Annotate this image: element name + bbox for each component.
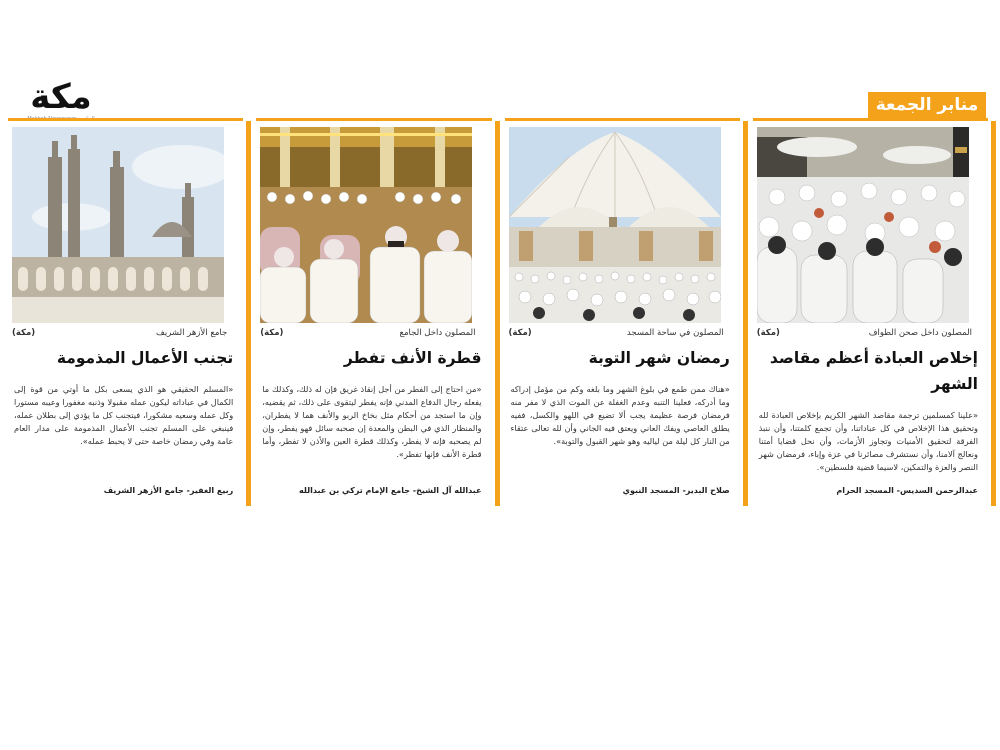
article-photo bbox=[260, 127, 472, 323]
caption-source: (مكة) bbox=[508, 328, 532, 338]
article-card-2 bbox=[505, 118, 740, 503]
mosque-interior-photo-icon bbox=[260, 127, 472, 323]
article-photo bbox=[757, 127, 969, 323]
caption-source: (مكة) bbox=[756, 328, 780, 338]
article-body: «المسلم الحقيقي هو الذي يسعى بكل ما أوتي من قوة إلى الكمال في عباداته ليكون عمله مقبولا وذنبه مغفورا وعيبه مستورا وكل عمله وسعيه مشكورا، فيتجنب كل ما يؤدي إلى بطلان عمله، فينبغي على المسلم تجنب الأعمال المذمومة على مدار العام عامة وفي رمضان خاصة حتى لا يحبط عمله». bbox=[14, 384, 234, 446]
section-title: منابر الجمعة bbox=[868, 92, 986, 118]
article-title: رمضان شهر التوبة bbox=[588, 349, 730, 367]
article-card-4 bbox=[8, 118, 243, 503]
article-author: عبدالله آل الشيخ- جامع الإمام تركي بن عبدالله bbox=[299, 486, 482, 495]
article-card-1 bbox=[753, 118, 988, 503]
article-author: ربيع الغفير- جامع الأزهر الشريف bbox=[103, 486, 234, 495]
article-photo bbox=[509, 127, 721, 323]
logo-mark: مكة bbox=[30, 77, 92, 117]
caption-text: المصلون داخل صحن الطواف bbox=[868, 328, 972, 338]
minarets-photo-icon bbox=[12, 127, 224, 323]
photo-caption bbox=[12, 328, 227, 338]
photo-caption bbox=[509, 328, 724, 338]
caption-text: المصلون في ساحة المسجد bbox=[626, 328, 724, 338]
article-title: قطرة الأنف تفطر bbox=[343, 349, 482, 367]
article-photo bbox=[12, 127, 224, 323]
card-accent-stripe bbox=[495, 121, 500, 506]
card-accent-stripe bbox=[743, 121, 748, 506]
caption-source: (مكة) bbox=[260, 328, 284, 338]
caption-text: جامع الأزهر الشريف bbox=[156, 328, 228, 338]
article-card-3 bbox=[256, 118, 491, 503]
article-body: «هناك ممن طمع في بلوغ الشهر وما بلغه وكم من مؤمل إدراكه وما أدركه، فعلينا التنبه وعدم الغفلة عن الموت الذي لا مفر منه فرمضان فرصة عظيمة يجب ألا تضيع في اللهو والكسل، ففيه يطلق العاصي ويفك العاني ويعتق فيه الجاني وأن لله تعالى عتقاء من النار كل ليلة من لياليه وهو شهر القبول والتوبة». bbox=[510, 384, 730, 446]
article-body: «علينا كمسلمين ترجمة مقاصد الشهر الكريم بإخلاص العبادة لله وتحقيق هذا الإخلاص في كل عباداتنا، وأن تجمع كلمتنا، وأن ننبذ الفرقة لتحقيق الأمنيات وتجاوز الأزمات، وأن نحل قضايا أمتنا ونعالج آلامنا، وأن نستشرف مصائرنا في عزة وإباء، فرمضان شهر النصر والعزة والتمكين، لاسيما قضية فلسطين». bbox=[758, 410, 978, 472]
card-accent-stripe bbox=[246, 121, 251, 506]
photo-caption bbox=[757, 328, 972, 338]
card-accent-stripe bbox=[991, 121, 996, 506]
caption-source: (مكة) bbox=[12, 328, 36, 338]
pilgrims-photo-icon bbox=[757, 127, 969, 323]
caption-text: المصلون داخل الجامع bbox=[399, 328, 476, 338]
photo-caption bbox=[260, 328, 475, 338]
article-body: «من احتاج إلى الفطر من أجل إنقاذ غريق فإن له ذلك، وكذلك ما يفعله رجال الدفاع المدني فإنه يفطر ليتقوى على ذلك، ثم يقضيه، وإن ما استجد من أحكام مثل بخاخ الربو والأنف هما لا يفطران، والمنظار الذي في البطن والمعدة إن صحبه سائل فهو يفطر، وإن لم يصحبه فإنه لا يفطر، وكذلك قطرة العين والأذن لا تفطر، وأما قطرة الأنف فإنها تفطر». bbox=[262, 384, 482, 459]
article-title: إخلاص العبادة أعظم مقاصد الشهر bbox=[769, 349, 978, 393]
article-author: عبدالرحمن السديس- المسجد الحرام bbox=[836, 486, 978, 495]
umbrellas-photo-icon bbox=[509, 127, 721, 323]
newspaper-logo bbox=[20, 77, 102, 117]
article-author: صلاح البدير- المسجد النبوي bbox=[622, 486, 730, 495]
article-title: تجنب الأعمال المذمومة bbox=[56, 349, 234, 367]
cards-row bbox=[8, 118, 988, 503]
